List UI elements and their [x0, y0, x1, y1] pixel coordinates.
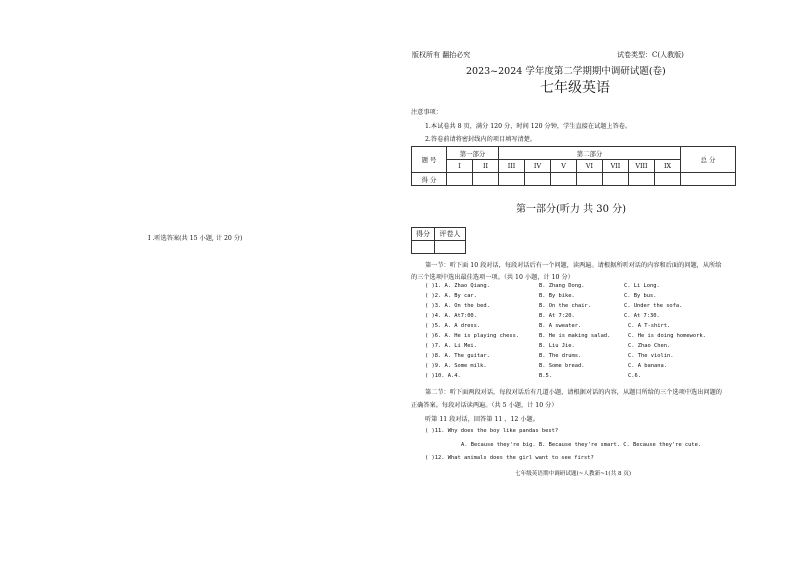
marker-reviewer-label: 评卷人	[435, 228, 466, 241]
part-one-header: 第一部分	[447, 147, 499, 160]
score-cell[interactable]	[577, 173, 603, 186]
notes-label: 注意事项：	[411, 109, 442, 116]
option-b: B.5.	[539, 373, 552, 379]
question-11-options: A. Because they're big. B. Because they're smart. C. Because they're cute.	[461, 442, 702, 448]
option-b: B. Zhang Dong.	[539, 283, 585, 289]
score-cell[interactable]	[525, 173, 551, 186]
score-cell[interactable]	[655, 173, 681, 186]
option-c: C. He is doing homework.	[628, 333, 706, 339]
score-cell[interactable]	[551, 173, 577, 186]
marker-box	[411, 227, 466, 254]
section-numeral: V	[551, 160, 577, 173]
copyright-notice: 版权所有 翻抬必究	[412, 51, 471, 59]
page-footer: 七年级英语期中调研试题(~人教新~1(共 8 页)	[515, 471, 632, 477]
question-4: ( )4. A. At7:00.	[425, 313, 477, 319]
marker-reviewer-cell[interactable]	[435, 241, 466, 254]
question-7: ( )7. A. Li Mei.	[425, 343, 477, 349]
section-numeral: VIII	[629, 160, 655, 173]
section2-instruction-1: 第二节：听下面两段对话，每段对话后有几道小题，请根据对话的内容，从题目所给的三个选项中选出问题的	[425, 389, 722, 396]
question-8: ( )8. A. The guitar.	[425, 353, 490, 359]
score-cell[interactable]	[499, 173, 525, 186]
question-11: ( )11. Why does the boy like pandas best?	[425, 428, 559, 434]
score-cell[interactable]	[629, 173, 655, 186]
score-cell[interactable]	[473, 173, 499, 186]
option-c: C. Li Long.	[624, 283, 660, 289]
section1-instruction-1: 第一节：听下面 10 段对话，每段对话后有一个问题，读两遍。请根据所听对话的内容和后面的问题，从所给	[425, 262, 722, 269]
section1-instruction-2: 的三个选项中选出最佳选项一项。（共 10 小题，计 10 分）	[411, 274, 574, 281]
option-c: C. Under the sofa.	[624, 303, 683, 309]
question-number-label: 题 号	[412, 147, 447, 173]
option-b: B. A sweater.	[539, 323, 582, 329]
left-section-label: I .听选答案(共 15 小题, 计 20 分)	[148, 235, 243, 242]
question-1: ( )1. A. Zhao Qiang.	[425, 283, 490, 289]
option-c: C. At 7:30.	[624, 313, 660, 319]
section-numeral: II	[473, 160, 499, 173]
option-c: C. A T-shirt.	[628, 323, 671, 329]
section-numeral: III	[499, 160, 525, 173]
part-one-title: 第一部分(听力 共 30 分)	[516, 204, 627, 215]
total-score-cell[interactable]	[681, 173, 736, 186]
score-row-label: 得 分	[412, 173, 447, 186]
subject-title: 七年级英语	[540, 80, 610, 96]
section-numeral: IV	[525, 160, 551, 173]
score-table	[411, 146, 736, 186]
total-score-header: 总 分	[681, 147, 736, 173]
section-numeral: I	[447, 160, 473, 173]
notes-item-2: 2.答卷前请将密封线内的项目填写清楚。	[425, 136, 537, 143]
marker-score-cell[interactable]	[412, 241, 435, 254]
question-10: ( )10. A.4.	[425, 373, 461, 379]
question-12: ( )12. What animals does the girl want to see first?	[425, 455, 594, 461]
option-c: C. The violin.	[628, 353, 674, 359]
option-c: C. By bus.	[624, 293, 657, 299]
question-9: ( )9. A. Some milk.	[425, 363, 487, 369]
question-6: ( )6. A. He is playing chess.	[425, 333, 520, 339]
section-numeral: IX	[655, 160, 681, 173]
section2-instruction-2: 正确答案。每段对话读两遍。（共 5 小题，计 10 分）	[411, 402, 558, 409]
question-2: ( )2. A. By car.	[425, 293, 477, 299]
paper-type: 试卷类型：C(人教版)	[617, 51, 684, 59]
option-b: B. At 7:20.	[539, 313, 575, 319]
option-b: B. On the chair.	[539, 303, 591, 309]
option-b: B. By bike.	[539, 293, 575, 299]
option-c: C. Zhao Chen.	[628, 343, 671, 349]
option-c: C. A banana.	[628, 363, 667, 369]
option-b: B. Liu Jie.	[539, 343, 575, 349]
score-cell[interactable]	[603, 173, 629, 186]
part-two-header: 第二部分	[499, 147, 681, 160]
option-b: B. The drums.	[539, 353, 582, 359]
question-5: ( )5. A. A dress.	[425, 323, 481, 329]
notes-item-1: 1.本试卷共 8 页，满分 120 分，时间 120 分钟，学生直接在试题上答卷。	[425, 123, 632, 130]
section-numeral: VI	[577, 160, 603, 173]
option-b: B. He is making salad.	[539, 333, 611, 339]
option-b: B. Some bread.	[539, 363, 585, 369]
score-cell[interactable]	[447, 173, 473, 186]
section-numeral: VII	[603, 160, 629, 173]
option-c: C.6.	[628, 373, 641, 379]
exam-title: 2023~2024 学年度第二学期期中调研试题(卷)	[466, 66, 666, 77]
dialogue-intro: 听第 11 段对话，回答第 11 、12 小题。	[425, 416, 539, 423]
marker-score-label: 得分	[412, 228, 435, 241]
question-3: ( )3. A. On the bed.	[425, 303, 490, 309]
